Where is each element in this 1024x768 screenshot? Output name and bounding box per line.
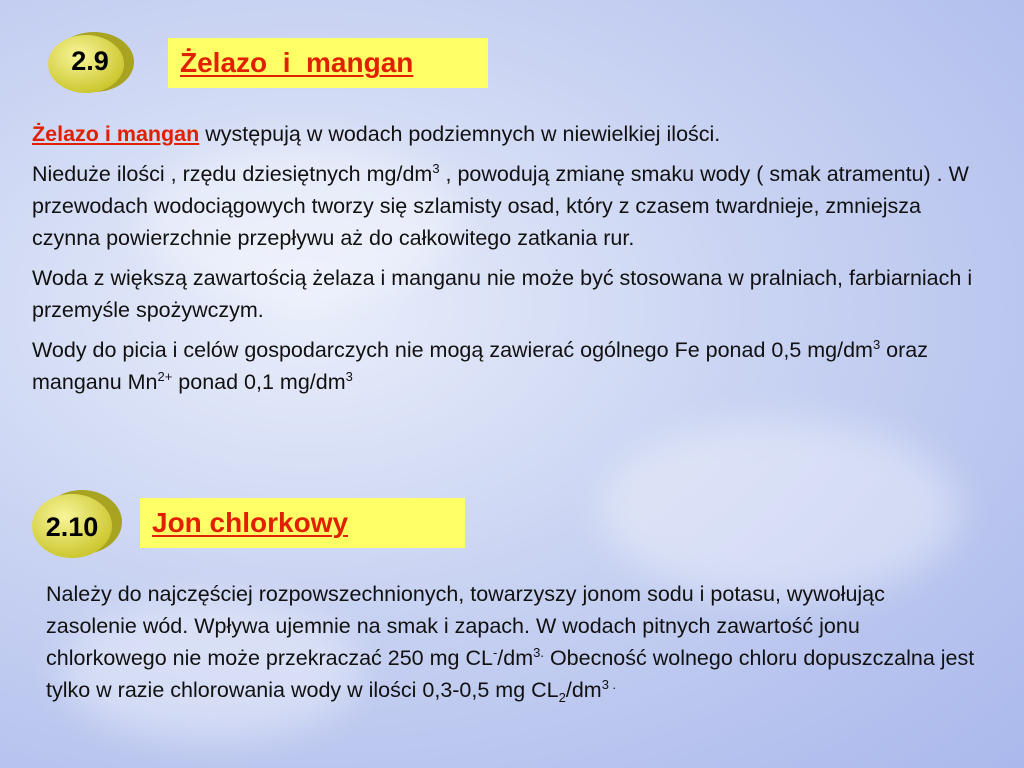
paragraph: Żelazo i mangan występują w wodach podziemnych w niewielkiej ilości.	[32, 122, 721, 146]
highlight-term: Żelazo i mangan	[32, 122, 200, 146]
paragraph: Nieduże ilości , rzędu dziesiętnych $mg/dm^3$ , powodują zmianę smaku wody ( smak atramentu) . W przewodach wodociągowych tworzy się szlamisty osad, który z czasem twardnieje, zmniejsza czynna powierzchnie przepływu aż do całkowitego zatkania rur.	[32, 161, 969, 250]
section-title-box	[168, 38, 488, 88]
paragraph: Należy do najczęściej rozpowszechnionych, towarzyszy jonom sodu i potasu, wywołując zasolenie wód. Wpływa ujemnie na smak i zapach. W wodach pitnych zawartość jonu chlorkowego nie może przekraczać 250 mg $CL^-/dm^{3.}$ Obecność wolnego chloru dopuszczalna jest tylko w razie chlorowania wody w ilości 0,3-0,5 mg $CL_2/dm^{3 .}$	[46, 582, 975, 705]
section-title: Jon chlorkowy	[152, 507, 349, 538]
section-title-box	[140, 498, 465, 548]
section-number-badge	[42, 26, 138, 96]
section-body	[32, 118, 982, 406]
paragraph: Woda z większą zawartością żelaza i manganu nie może być stosowana w pralniach, farbiarniach i przemyśle spożywczym.	[32, 266, 973, 322]
section-number: 2.9	[71, 45, 109, 76]
paragraph: Wody do picia i celów gospodarczych nie mogą zawierać ogólnego Fe ponad 0,5 $mg/dm^3$ oraz manganu $Mn^{2+}$ ponad 0,1 $mg/dm^3$	[32, 337, 929, 394]
section-body	[46, 578, 976, 714]
section-number-badge	[26, 484, 126, 562]
section-number: 2.10	[45, 511, 99, 542]
background-cloud	[600, 420, 960, 600]
section-title: Żelazo i mangan	[180, 47, 414, 78]
